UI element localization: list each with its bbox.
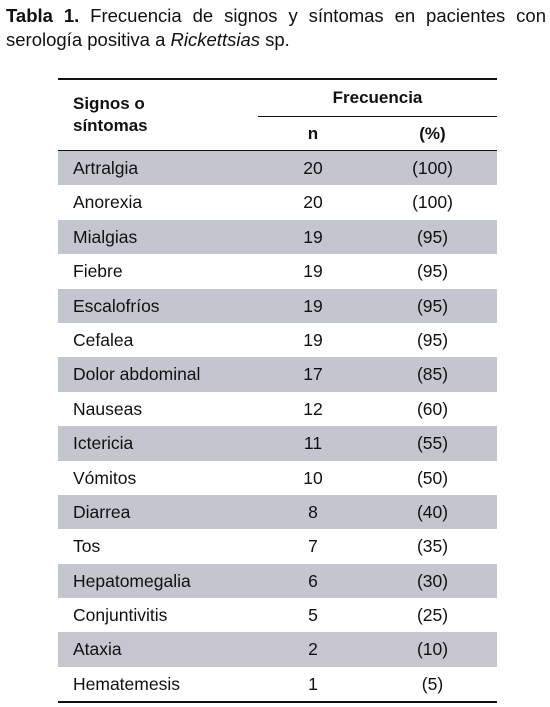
cell-n: 5 <box>308 605 318 626</box>
cell-percent: (10) <box>416 639 449 660</box>
table-row <box>58 426 497 460</box>
cell-n: 19 <box>303 329 323 350</box>
cell-percent: (95) <box>416 329 449 350</box>
table-row <box>58 667 497 701</box>
table-row <box>58 185 497 219</box>
table-row <box>58 461 497 495</box>
caption-italic-term: Rickettsias <box>170 29 260 50</box>
table-row <box>58 564 497 598</box>
cell-sign-name: Tos <box>73 536 101 557</box>
cell-percent: (85) <box>416 364 449 385</box>
cell-sign-name: Ictericia <box>73 433 134 454</box>
table-row <box>58 357 497 391</box>
cell-percent: (40) <box>416 501 449 522</box>
table-row <box>58 323 497 357</box>
cell-sign-name: Anorexia <box>73 192 143 213</box>
cell-n: 20 <box>303 192 323 213</box>
cell-n: 8 <box>308 501 318 522</box>
header-percent: (%) <box>419 124 446 143</box>
cell-percent: (95) <box>416 226 449 247</box>
cell-percent: (5) <box>421 673 444 694</box>
table-row <box>58 220 497 254</box>
table-body <box>58 151 497 701</box>
table-caption <box>6 4 546 52</box>
cell-percent: (50) <box>416 467 449 488</box>
cell-percent: (95) <box>416 295 449 316</box>
cell-sign-name: Conjuntivitis <box>73 605 168 626</box>
cell-n: 2 <box>308 639 318 660</box>
cell-percent: (100) <box>412 158 453 178</box>
table-row <box>58 632 497 666</box>
cell-percent: (30) <box>416 570 449 591</box>
cell-sign-name: Mialgias <box>73 226 138 247</box>
cell-percent: (95) <box>416 261 449 282</box>
table-row <box>58 289 497 323</box>
cell-n: 6 <box>308 570 318 591</box>
header-frequency-group <box>258 80 497 117</box>
cell-n: 19 <box>303 261 323 282</box>
header-signs-symptoms <box>73 93 233 137</box>
symptoms-table <box>58 78 497 703</box>
cell-n: 19 <box>303 295 323 316</box>
cell-percent: (60) <box>416 398 449 419</box>
cell-sign-name: Fiebre <box>73 261 123 282</box>
table-header <box>58 80 497 151</box>
cell-n: 17 <box>303 364 323 385</box>
cell-n: 19 <box>303 226 323 247</box>
table-row <box>58 151 497 185</box>
cell-sign-name: Diarrea <box>73 501 131 522</box>
cell-sign-name: Escalofríos <box>73 295 160 316</box>
cell-percent: (100) <box>412 192 453 213</box>
table-row <box>58 529 497 563</box>
cell-n: 12 <box>303 398 323 419</box>
cell-sign-name: Nauseas <box>73 398 143 419</box>
cell-n: 1 <box>308 673 318 694</box>
cell-percent: (25) <box>416 605 449 626</box>
cell-sign-name: Ataxia <box>73 639 122 660</box>
table-row <box>58 598 497 632</box>
cell-sign-name: Dolor abdominal <box>73 364 201 385</box>
table-row <box>58 392 497 426</box>
header-frequency: Frecuencia <box>332 88 423 107</box>
cell-n: 20 <box>303 158 323 178</box>
header-signs-line2: síntomas <box>73 116 148 135</box>
cell-n: 7 <box>308 536 318 557</box>
caption-label: Tabla 1. <box>6 5 80 26</box>
cell-sign-name: Hematemesis <box>73 673 180 694</box>
header-n: n <box>307 124 319 143</box>
cell-sign-name: Artralgia <box>73 158 139 178</box>
header-signs-line1: Signos o <box>73 94 145 113</box>
caption-suffix: sp. <box>260 29 290 50</box>
cell-n: 11 <box>303 433 323 454</box>
cell-sign-name: Cefalea <box>73 329 134 350</box>
cell-n: 10 <box>303 467 323 488</box>
cell-percent: (55) <box>416 433 449 454</box>
cell-percent: (35) <box>416 536 449 557</box>
cell-sign-name: Hepatomegalia <box>73 570 191 591</box>
table-row <box>58 254 497 288</box>
table-row <box>58 495 497 529</box>
caption-text: Frecuencia de signos y síntomas en pacientes con serología positiva a <box>6 5 546 50</box>
cell-sign-name: Vómitos <box>73 467 137 488</box>
